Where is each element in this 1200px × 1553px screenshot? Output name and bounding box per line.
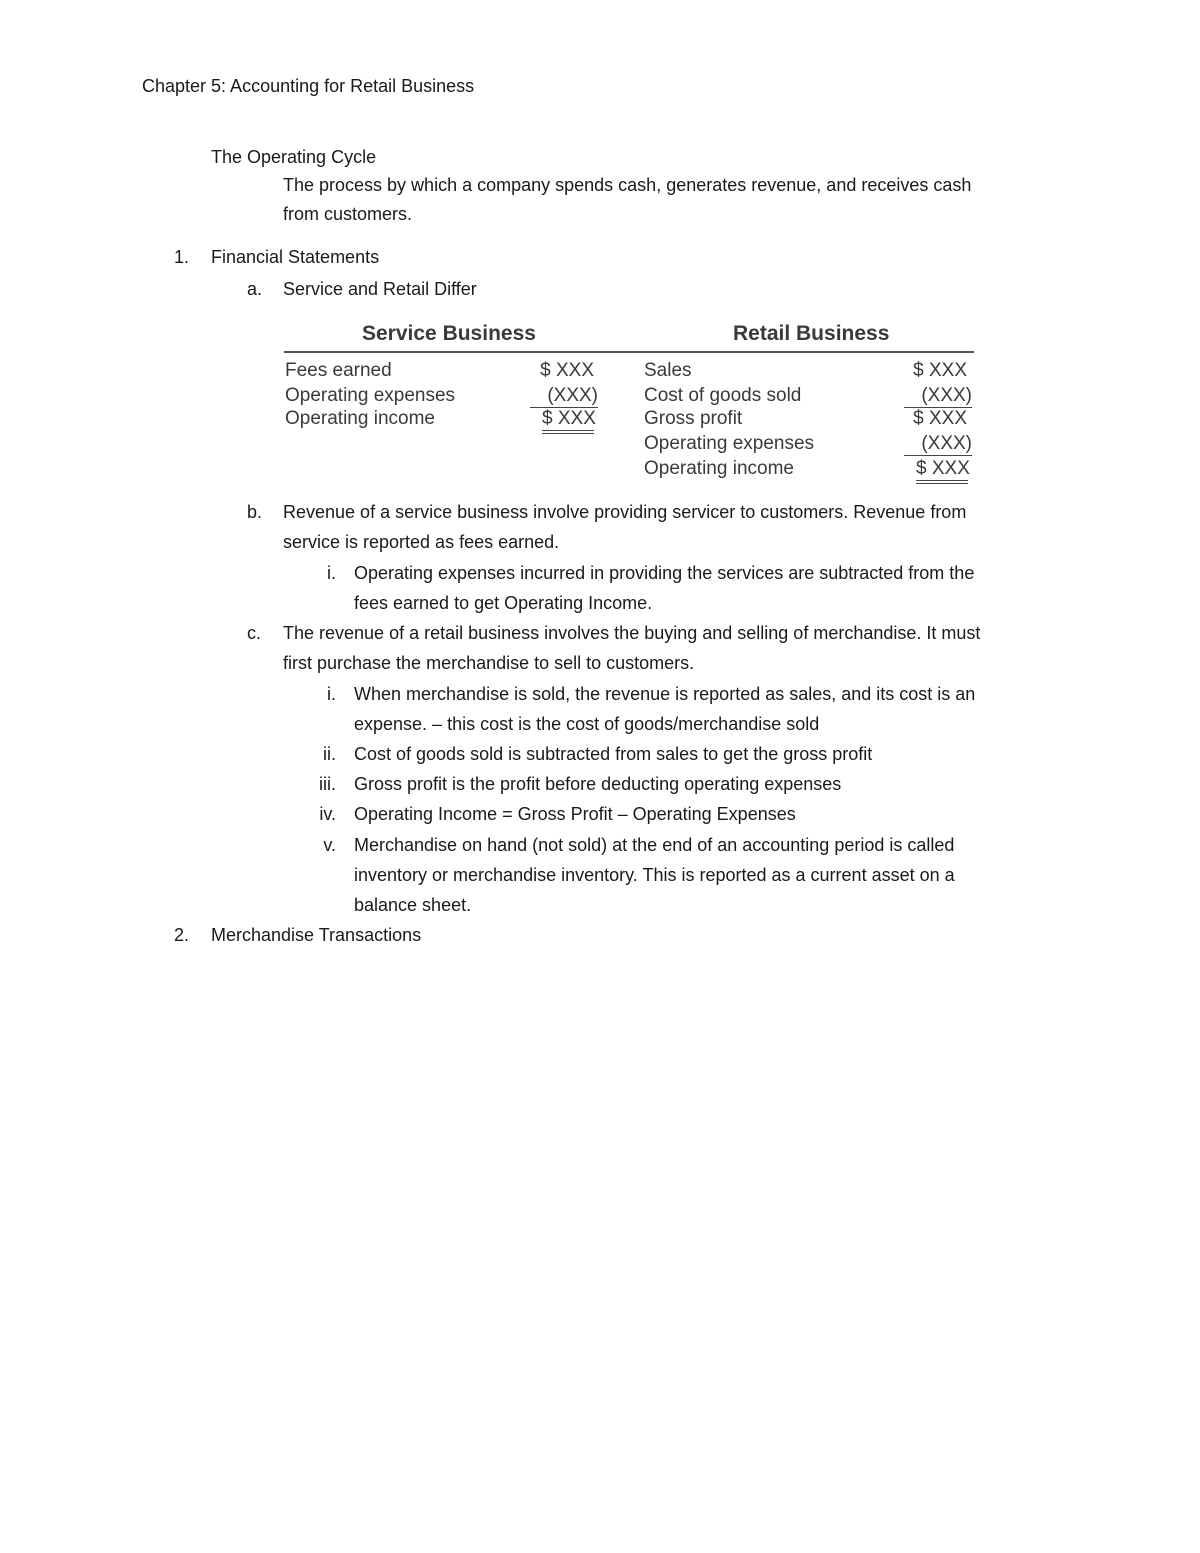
retail-row-amount: $ XXX xyxy=(913,408,967,429)
list-item-1c-iii: Gross profit is the profit before deducting operating expenses xyxy=(354,774,842,794)
list-item-1c-i-line1: When merchandise is sold, the revenue is reported as sales, and its cost is an xyxy=(354,684,976,704)
list-item-1c-line2: first purchase the merchandise to sell to customers. xyxy=(283,653,695,673)
list-item-1c-v-line1: Merchandise on hand (not sold) at the end of an accounting period is called xyxy=(354,835,955,855)
list-marker-1: 1. xyxy=(174,247,190,267)
list-item-merchandise-transactions: Merchandise Transactions xyxy=(211,925,422,945)
retail-row-label: Operating income xyxy=(644,458,794,479)
list-item-1c-i-line2: expense. – this cost is the cost of goods/merchandise sold xyxy=(354,714,820,734)
operating-cycle-definition-line2: from customers. xyxy=(283,204,413,224)
list-marker-1b: b. xyxy=(247,502,263,522)
retail-business-heading: Retail Business xyxy=(733,322,890,345)
retail-row-label: Operating expenses xyxy=(644,433,815,454)
list-item-1b-i-line1: Operating expenses incurred in providing the services are subtracted from the xyxy=(354,563,975,583)
service-business-heading: Service Business xyxy=(362,322,536,345)
list-item-1c-iv: Operating Income = Gross Profit – Operating Expenses xyxy=(354,804,796,824)
list-marker-1c-v: v. xyxy=(323,835,336,855)
list-marker-1c-iv: iv. xyxy=(319,804,336,824)
service-row-amount: $ XXX xyxy=(542,408,594,434)
service-row-label: Operating income xyxy=(285,408,435,429)
list-marker-2: 2. xyxy=(174,925,190,945)
page-title: Chapter 5: Accounting for Retail Business xyxy=(142,76,475,96)
retail-row-amount: (XXX) xyxy=(904,385,972,408)
operating-cycle-definition-line1: The process by which a company spends cash, generates revenue, and receives cash xyxy=(283,175,972,195)
list-marker-1a: a. xyxy=(247,279,263,299)
list-item-1c-v-line3: balance sheet. xyxy=(354,895,472,915)
list-item-1c-ii: Cost of goods sold is subtracted from sales to get the gross profit xyxy=(354,744,873,764)
retail-row-amount: $ XXX xyxy=(913,360,967,381)
list-item-1b-i-line2: fees earned to get Operating Income. xyxy=(354,593,653,613)
list-marker-1c-iii: iii. xyxy=(319,774,336,794)
list-item-1c-v-line2: inventory or merchandise inventory. This is reported as a current asset on a xyxy=(354,865,955,885)
service-row-amount: $ XXX xyxy=(540,360,594,381)
list-item-financial-statements: Financial Statements xyxy=(211,247,380,267)
list-marker-1c-i: i. xyxy=(327,684,336,704)
list-marker-1c-ii: ii. xyxy=(323,744,336,764)
operating-cycle-heading: The Operating Cycle xyxy=(211,147,377,167)
header-rule xyxy=(284,351,974,353)
retail-row-label: Cost of goods sold xyxy=(644,385,802,406)
retail-row-label: Sales xyxy=(644,360,692,381)
retail-row-amount: $ XXX xyxy=(916,458,968,484)
income-statement-comparison xyxy=(284,318,984,490)
retail-row-amount: (XXX) xyxy=(904,433,972,456)
retail-row-label: Gross profit xyxy=(644,408,743,429)
service-row-label: Fees earned xyxy=(285,360,392,381)
list-item-1b-line2: service is reported as fees earned. xyxy=(283,532,560,552)
service-row-label: Operating expenses xyxy=(285,385,456,406)
list-marker-1c: c. xyxy=(247,623,262,643)
list-marker-1b-i: i. xyxy=(327,563,336,583)
service-row-amount: (XXX) xyxy=(530,385,598,408)
list-item-service-retail-differ: Service and Retail Differ xyxy=(283,279,477,299)
list-item-1b-line1: Revenue of a service business involve providing servicer to customers. Revenue from xyxy=(283,502,967,522)
list-item-1c-line1: The revenue of a retail business involves the buying and selling of merchandise. It must xyxy=(283,623,981,643)
